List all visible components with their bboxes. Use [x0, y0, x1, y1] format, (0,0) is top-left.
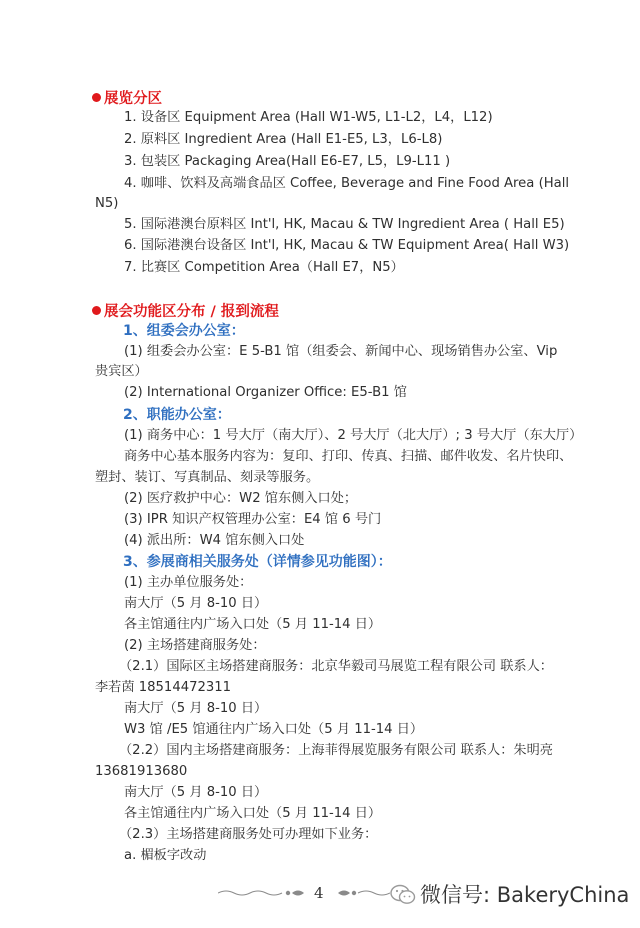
text-line: 贵宾区）: [95, 364, 148, 379]
zone-item: 1. 设备区 Equipment Area (Hall W1-W5, L1-L2，L4，L12): [124, 110, 493, 125]
text-line: 南大厅（5 月 8-10 日）: [124, 785, 268, 800]
bullet-dot-icon: [92, 306, 101, 315]
zone-item: 4. 咖啡、饮料及高端食品区 Coffee, Beverage and Fine Food Area (Hall: [124, 176, 570, 191]
subheading-exhibitor-services: 3、参展商相关服务处（详情参见功能图）：: [123, 554, 392, 570]
text-line: 各主馆通往内广场入口处（5 月 11-14 日）: [124, 806, 382, 821]
text-line: (2) International Organizer Office: E5-B1 馆: [124, 385, 407, 400]
bullet-dot-icon: [92, 93, 101, 102]
text-line: 塑封、装订、写真制品、刻录等服务。: [95, 470, 320, 485]
section-heading-text: 展会功能区分布 / 报到流程: [104, 304, 279, 320]
text-line: 各主馆通往内广场入口处（5 月 11-14 日）: [124, 617, 382, 632]
text-line: 商务中心基本服务内容为：复印、打印、传真、扫描、邮件收发、名片快印、: [124, 449, 573, 464]
text-line: (3) IPR 知识产权管理办公室：E4 馆 6 号门: [124, 512, 382, 527]
text-line: (1) 组委会办公室：E 5-B1 馆（组委会、新闻中心、现场销售办公室、Vip: [124, 344, 558, 359]
wechat-logo-icon: [390, 884, 416, 906]
zone-item: 2. 原料区 Ingredient Area (Hall E1-E5, L3，L6-L8): [124, 132, 443, 147]
text-line: (1) 主办单位服务处：: [124, 575, 253, 590]
subheading-functional-office: 2、职能办公室：: [123, 407, 231, 423]
text-line: (1) 商务中心：1 号大厅（南大厅）、2 号大厅（北大厅）; 3 号大厅（东大厅）: [124, 428, 583, 443]
text-line: 李若茵 18514472311: [95, 680, 232, 695]
text-line: 13681913680: [95, 764, 188, 779]
right-ornament-icon: [336, 888, 390, 898]
text-line: （2.3）主场搭建商服务处可办理如下业务：: [119, 827, 378, 842]
page-number: 4: [314, 884, 324, 902]
text-line: (4) 派出所：W4 馆东侧入口处: [124, 533, 305, 548]
text-line: a. 楣板字改动: [124, 848, 207, 863]
section-heading-text: 展览分区: [104, 91, 162, 107]
text-line: W3 馆 /E5 馆通往内广场入口处（5 月 11-14 日）: [124, 722, 424, 737]
text-line: 南大厅（5 月 8-10 日）: [124, 596, 268, 611]
wechat-id-watermark: 微信号: BakeryChina: [420, 883, 630, 907]
zone-item: 7. 比赛区 Competition Area（Hall E7，N5）: [124, 260, 404, 275]
section-heading-functional-areas: [92, 303, 279, 321]
text-line: 南大厅（5 月 8-10 日）: [124, 701, 268, 716]
text-line: （2.1）国际区主场搭建商服务：北京华毅司马展览工程有限公司 联系人：: [119, 659, 553, 674]
text-line: (2) 医疗救护中心：W2 馆东侧入口处；: [124, 491, 358, 506]
text-line: （2.2）国内主场搭建商服务：上海菲得展览服务有限公司 联系人：朱明亮: [119, 743, 553, 758]
text-line: (2) 主场搭建商服务处：: [124, 638, 266, 653]
section-heading-exhibition-zones: [92, 90, 162, 108]
zone-item-continued: N5): [95, 196, 119, 211]
left-ornament-icon: [218, 888, 306, 898]
subheading-organizer-office: 1、组委会办公室：: [123, 323, 245, 339]
zone-item: 5. 国际港澳台原料区 Int'l, HK, Macau & TW Ingredient Area ( Hall E5): [124, 217, 565, 232]
zone-item: 6. 国际港澳台设备区 Int'l, HK, Macau & TW Equipment Area( Hall W3): [124, 238, 570, 253]
zone-item: 3. 包装区 Packaging Area(Hall E6-E7, L5，L9-L11 ): [124, 154, 451, 169]
